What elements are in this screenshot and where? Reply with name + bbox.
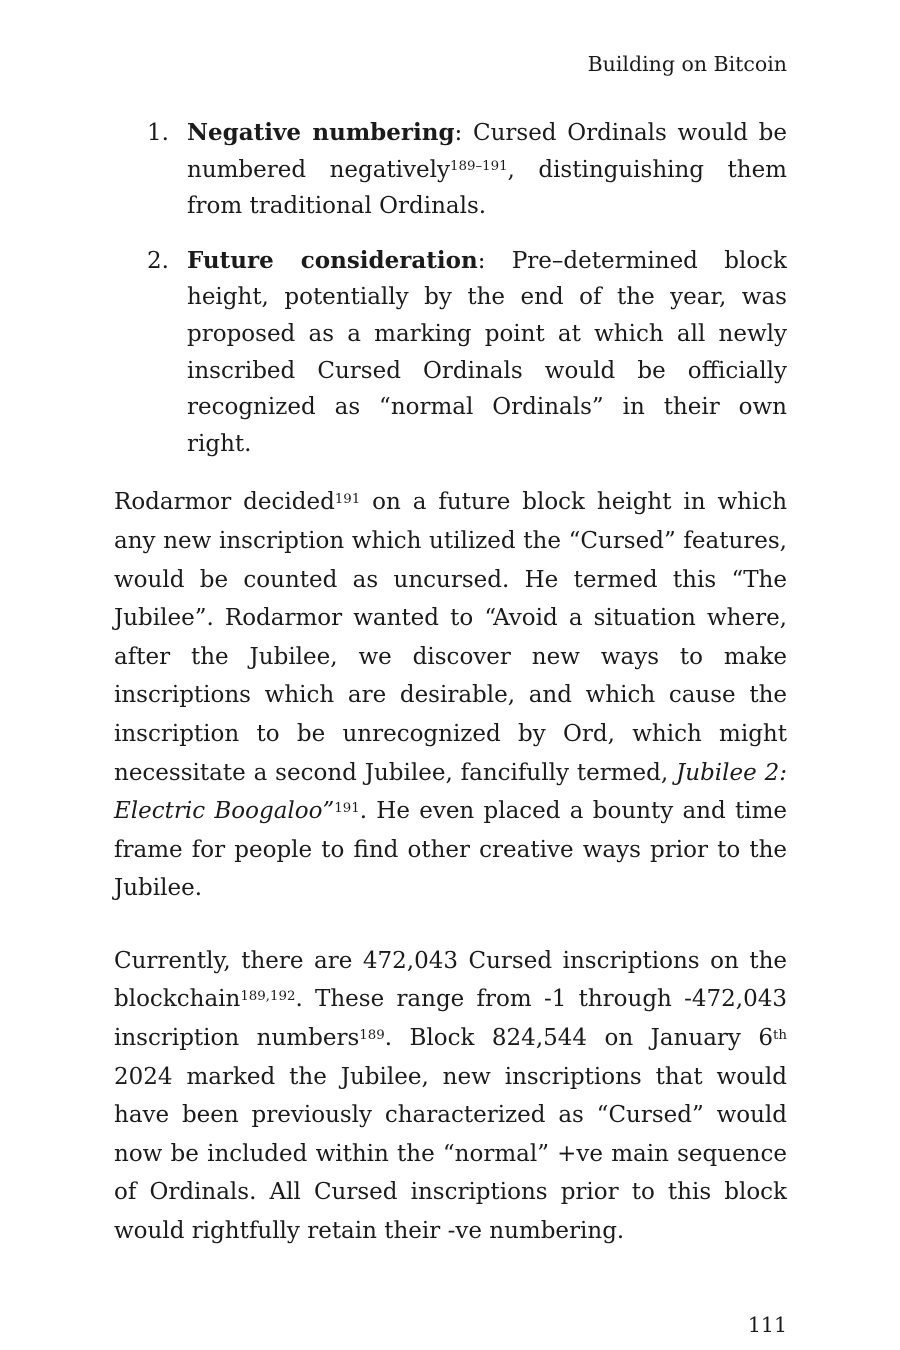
page-number: 111: [747, 1312, 787, 1337]
paragraph: Rodarmor decided$^{191}$ on a future block height in which any new inscription which utilized the “Cursed” features, would be counted as uncursed. He termed this “The Jubilee”. Rodarmor wanted to “Avoid a situation where, after the Jubilee, we discover new ways to make inscriptions which are desirable, and which cause the inscription to be unrecognized by Ord, which might necessitate a second Jubilee, fancifully termed, Jubilee 2: Electric Boogaloo”$^{191}$. He even placed a bounty and time frame for people to find other creative ways prior to the Jubilee.: [114, 489, 788, 902]
list-item: [114, 115, 787, 225]
list-item-number: 2.: [147, 247, 169, 274]
list-item-number: 1.: [147, 120, 169, 146]
list-item: [114, 243, 787, 463]
list-item-text: Negative numbering: Cursed Ordinals would be numbered negatively$^{189-191}$, distinguishing them from traditional Ordinals.: [187, 119, 787, 220]
running-header: Building on Bitcoin: [587, 52, 787, 76]
ordered-list: [114, 115, 787, 462]
list-item-text: Future consideration: Pre–determined block height, potentially by the end of the year, was proposed as a marking point at which all newly inscribed Cursed Ordinals would be officially recognized as “normal Ordinals” in their own right.: [187, 246, 787, 457]
paragraph: Currently, there are 472,043 Cursed inscriptions on the blockchain$^{189,192}$. These range from -1 through -472,043 inscription numbers$^{189}$. Block 824,544 on January 6th 2024 marked the Jubilee, new inscriptions that would have been previously characterized as “Cursed” would now be included within the “normal” +ve main sequence of Ordinals. All Cursed inscriptions prior to this block would rightfully retain their -ve numbering.: [114, 947, 787, 1245]
